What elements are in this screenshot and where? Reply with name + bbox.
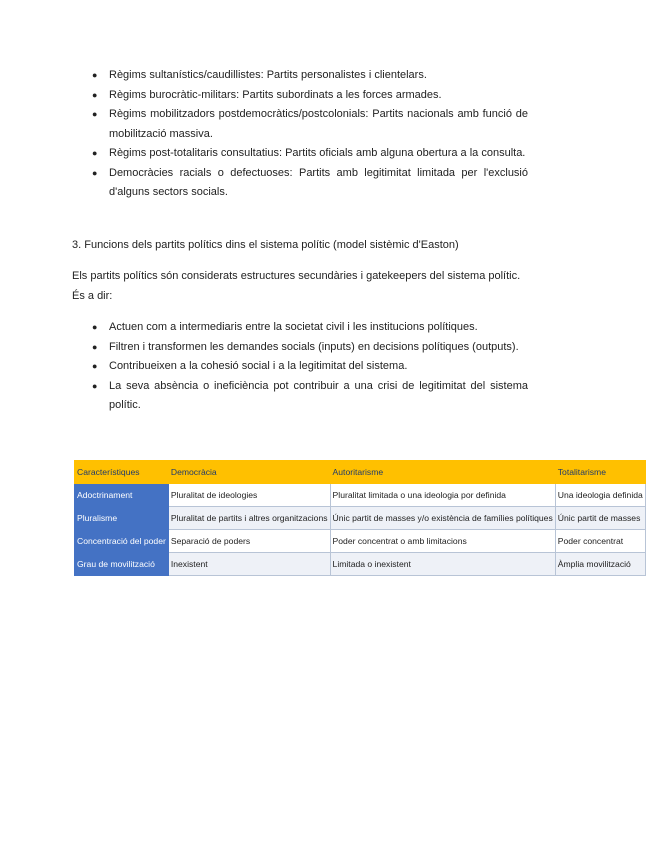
list-item xyxy=(92,66,528,86)
table-cell: Separació de poders xyxy=(168,530,330,553)
table-cell: Limitada o inexistent xyxy=(330,553,555,576)
table-header-cell: Totalitarisme xyxy=(555,461,645,484)
table-header-cell: Característiques xyxy=(75,461,169,484)
list-item xyxy=(92,164,528,203)
list-item-text: Règims burocràtic-militars: Partits subordinats a les forces armades. xyxy=(109,88,442,101)
table-row xyxy=(75,530,646,553)
table-row xyxy=(75,553,646,576)
list-item-text: Filtren i transformen les demandes socials (inputs) en decisions polítiques (outputs). xyxy=(109,340,519,353)
table-cell: Pluralitat de partits i altres organitzacions xyxy=(168,507,330,530)
table-header-cell: Democràcia xyxy=(168,461,330,484)
list-item-text: Contribueixen a la cohesió social i a la legitimitat del sistema. xyxy=(109,360,408,372)
table-cell: Pluralitat de ideologies xyxy=(168,484,330,507)
regime-party-list xyxy=(92,66,528,203)
regime-comparison-table xyxy=(74,460,646,576)
row-header-cell: Adoctrinament xyxy=(75,484,169,507)
section-heading: 3. Funcions dels partits polítics dins el sistema polític (model sistèmic d'Easton) xyxy=(72,239,459,251)
list-item-text: Règims post-totalitaris consultatius: Partits oficials amb alguna obertura a la consulta. xyxy=(109,147,526,159)
table-row xyxy=(75,507,646,530)
party-functions-list xyxy=(92,318,528,416)
row-header-cell: Grau de movilització xyxy=(75,553,169,576)
list-item xyxy=(92,338,528,358)
table-cell: Únic partit de masses y/o existència de famílies polítiques xyxy=(330,507,555,530)
row-header-cell: Pluralisme xyxy=(75,507,169,530)
list-item xyxy=(92,377,528,416)
row-header-cell: Concentració del poder xyxy=(75,530,169,553)
table-cell: Inexistent xyxy=(168,553,330,576)
table-cell: Una ideologia definida xyxy=(555,484,645,507)
list-item xyxy=(92,144,528,164)
list-item-text: Democràcies racials o defectuoses: Partits amb legitimitat limitada per l'exclusió d'alguns sectors socials. xyxy=(109,166,528,198)
bullet-icon: ● xyxy=(92,109,98,119)
list-item-text: Règims sultanístics/caudillistes: Partits personalistes i clientelars. xyxy=(109,69,427,81)
bullet-icon: ● xyxy=(92,361,98,371)
intro-paragraph: Els partits polítics són considerats estructures secundàries i gatekeepers del sistema polític. És a dir: xyxy=(72,270,521,302)
table-header-row xyxy=(75,461,646,484)
bullet-icon: ● xyxy=(92,167,98,178)
bullet-icon: ● xyxy=(92,148,98,158)
table-cell: Àmplia movilització xyxy=(555,553,645,576)
list-item xyxy=(92,318,528,338)
table-cell: Poder concentrat xyxy=(555,530,645,553)
list-item-text: Actuen com a intermediaris entre la societat civil i les institucions polítiques. xyxy=(109,321,478,333)
bullet-icon: ● xyxy=(92,380,98,391)
bullet-icon: ● xyxy=(92,341,98,352)
table-header-cell: Autoritarisme xyxy=(330,461,555,484)
bullet-icon: ● xyxy=(92,89,98,100)
bullet-icon: ● xyxy=(92,322,98,332)
list-item-text: La seva absència o ineficiència pot contribuir a una crisi de legitimitat del sistema polític. xyxy=(109,379,528,411)
comparison-table-wrapper xyxy=(74,460,646,576)
list-item xyxy=(92,357,528,377)
table-row xyxy=(75,484,646,507)
list-item xyxy=(92,105,528,144)
table-cell: Únic partit de masses xyxy=(555,507,645,530)
table-cell: Pluralitat limitada o una ideologia por definida xyxy=(330,484,555,507)
list-item-text: Règims mobilitzadors postdemocràtics/postcolonials: Partits nacionals amb funció de mobilització massiva. xyxy=(109,108,528,140)
table-cell: Poder concentrat o amb limitacions xyxy=(330,530,555,553)
list-item xyxy=(92,86,528,106)
bullet-icon: ● xyxy=(92,70,98,80)
